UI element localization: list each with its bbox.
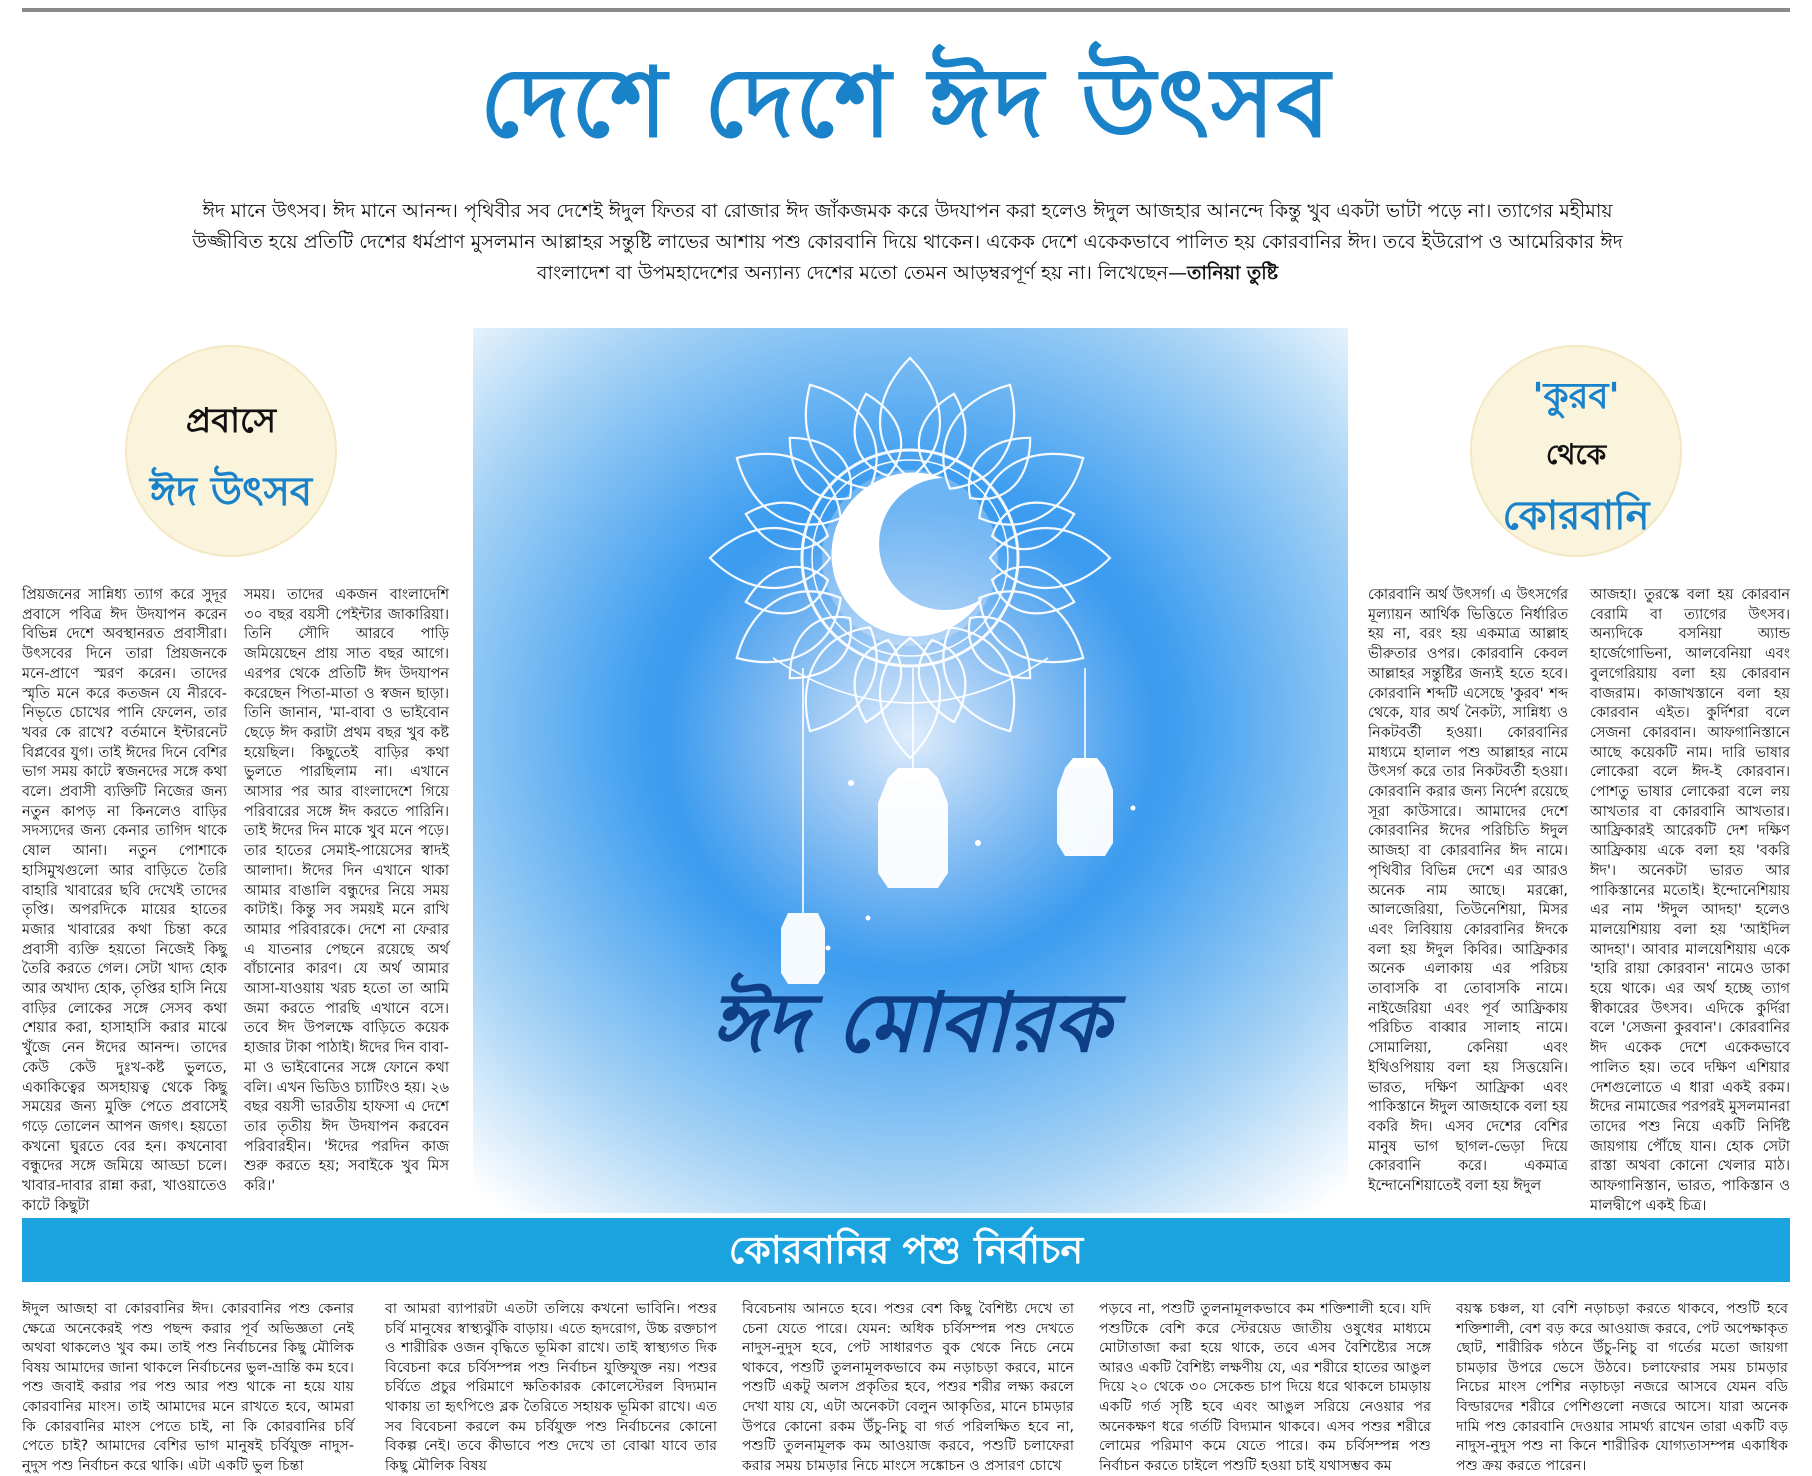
badge-right-line1: 'কুরব'	[1532, 376, 1620, 417]
column-text: সময়। তাদের একজন বাংলাদেশি ৩০ বছর বয়সী পেইন্টার জাকারিয়া। তিনি সৌদি আরবে পাড়ি জমিয়েছেন প্রায় সাত বছর আগে। এরপর থেকে প্রতিটি ঈদ উদযাপন করেছেন পিতা-মাতা ও স্বজন ছাড়া। তিনি জানান, 'মা-বাবা ও ভাইবোন ছেড়ে ঈদ করাটা প্রথম বছর খুব কষ্ট হয়েছিল। কিছুতেই বাড়ির কথা ভুলতে পারছিলাম না। এখানে আসার পর আর বাংলাদেশে গিয়ে পরিবারের সঙ্গে ঈদ করতে পারিনি। তাই ঈদের দিন মাকে খুব মনে পড়ে। তার হাতের সেমাই-পায়েসের স্বাদই আলাদা। ঈদের দিন এখানে থাকা আমার বাঙালি বন্ধুদের নিয়ে সময় কাটাই। কিন্তু সব সময়ই মনে রাখি আমার পরিবারকে। দেশে না ফেরার এ যাতনার পেছনে রয়েছে অর্থ বাঁচানোর কারণ। যে অর্থ আমার আসা-যাওয়ায় খরচ হতো তা আমি জমা করতে পারছি এখানে বসে। তবে ঈদ উপলক্ষে বাড়িতে কয়েক হাজার টাকা পাঠাই। ঈদের দিন বাবা-মা ও ভাইবোনের সঙ্গে ফোনে কথা বলি। এখন ভিডিও চ্যাটিংও হয়। ২৬ বছর বয়সী ভারতীয় হাফসা এ দেশে তার তৃতীয় ঈদ উদযাপন করবেন পরিবারহীন। 'ঈদের পরদিন কাজ শুরু করতে হয়; সবাইকে খুব মিস করি।'	[244, 587, 449, 1195]
badge-probashe-eid	[127, 347, 335, 555]
article-column-3	[1368, 586, 1568, 1197]
crescent-moon-icon	[822, 470, 998, 646]
badge-left-line2: ঈদ উৎসব	[149, 469, 313, 515]
badge-kurab-korbani	[1472, 347, 1680, 555]
column-text: আজহা। তুরস্কে বলা হয় কোরবান বেরামি বা ত্যাগের উৎসব। অন্যদিকে বসনিয়া অ্যান্ড হার্জেগোভিনা, আলবেনিয়া এবং বুলগেরিয়ায় বলা হয় কোরবান বাজরাম। কাজাখস্তানে বলা হয় কোরবান এইত। কুর্দিশরা বলে সেজনা কোরবান। আফগানিস্তানে আছে কয়েকটি নাম। দারি ভাষার লোকেরা বলে ঈদ-ই কোরবান। পোশতু ভাষার লোকেরা বলে লয় আখতার বা কোরবানি আখতার। আফ্রিকারই আরেকটি দেশ দক্ষিণ আফ্রিকায় একে বলা হয় 'বকরি ঈদ'। অনেকটা ভারত আর পাকিস্তানের মতোই। ইন্দোনেশিয়ায় এর নাম 'ঈদুল আদহা' হলেও মালয়েশিয়ায় বলা হয় 'আইদিল আদহা'। আবার মালয়েশিয়ায় একে 'হারি রায়া কোরবান' নামেও ডাকা হয়ে থাকে। এর অর্থ হচ্ছে ত্যাগ স্বীকারের উৎসব। এদিকে কুর্দিরা বলে 'সেজনা কুরবান'। কোরবানির ঈদ একেক দেশে একেকভাবে পালিত হয়। তবে দক্ষিণ এশিয়ার দেশগুলোতে এ ধারা একই রকম। ঈদের নামাজের পরপরই মুসলমানরা তাদের পশু নিয়ে একটি নির্দিষ্ট জায়গায় পৌঁছে যান। হোক সেটা রাস্তা অথবা কোনো খেলার মাঠ। আফগানিস্তান, ভারত, পাকিস্তান ও মালদ্বীপে একই চিত্র।	[1590, 587, 1790, 1214]
eid-mubarak-calligraphy: ঈদ মোবারক	[710, 975, 1111, 1071]
intro-text: ঈদ মানে উৎসব। ঈদ মানে আনন্দ। পৃথিবীর সব দেশেই ঈদুল ফিতর বা রোজার ঈদ জাঁকজমক করে উদযাপন করা হলেও ঈদুল আজহার আনন্দে কিন্তু খুব একটা ভাটা পড়ে না। ত্যাগের মহীমায় উজ্জীবিত হয়ে প্রতিটি দেশের ধর্মপ্রাণ মুসলমান আল্লাহর সন্তুষ্টি লাভের আশায় পশু কোরবানি দিয়ে থাকেন। একেক দেশে একেকভাবে পালিত হয় কোরবানির ঈদ। তবে ইউরোপ ও আমেরিকার ঈদ বাংলাদেশ বা উপমহাদেশের অন্যান্য দেশের মতো তেমন আড়ম্বরপূর্ণ হয় না। লিখেছেন—	[192, 200, 1623, 284]
bottom-column-1: ঈদুল আজহা বা কোরবানির ঈদ। কোরবানির পশু কেনার ক্ষেত্রে অনেকেরই পশু পছন্দ করার পূর্ব অভিজ্ঞতা নেই অথবা থাকলেও খুব কম। তাই পশু নির্বাচনের কিছু মৌলিক বিষয় আমাদের জানা থাকলে নির্বাচনের ভুল-ভ্রান্তি কম হবে। পশু জবাই করার পর পশু আর পশু থাকে না হয়ে যায় কোরবানির মাংস। তাই আমাদের মনে রাখতে হবে, আমরা কি কোরবানির মাংস পেতে চাই, না কি কোরবানির চর্বি পেতে চাই? আমাদের বেশির ভাগ মানুষই চর্বিযুক্ত নাদুস-নুদুস পশু নির্বাচন করে থাকি। এটা একটি ভুল চিন্তা	[22, 1301, 354, 1474]
bottom-column-5: বয়স্ক চঞ্চল, যা বেশি নড়াচড়া করতে থাকবে, পশুটি হবে শক্তিশালী, বেশ বড় করে আওয়াজ করবে, পেট অপেক্ষাকৃত ছোট, শারীরিক গঠনে উঁচু-নিচু বা গর্তের মতো জায়গা চামড়ার উপরে ভেসে উঠবে। চলাফেরার সময় চামড়ার নিচের মাংস পেশির নড়াচড়া নজরে আসবে যেমন বডি বিল্ডারদের শরীরে পেশিগুলো নজরে আসে। যারা অনেক দামি পশু কোরবানি দেওয়ার সামর্থ্য রাখেন তারা একটি বড় নাদুস-নুদুস পশু না কিনে শারীরিক যোগ্যতাসম্পন্ন একাধিক পশু ক্রয় করতে পারেন।	[1456, 1301, 1788, 1474]
lantern-icons	[781, 758, 1113, 984]
lantern-large-icon	[878, 768, 948, 888]
article-column-4	[1590, 586, 1790, 1217]
intro-paragraph	[165, 196, 1650, 289]
article-column-1	[22, 586, 227, 1217]
lantern-right-icon	[1057, 758, 1113, 856]
top-rule	[22, 8, 1790, 12]
article-column-2	[244, 586, 449, 1197]
column-text: কোরবানি অর্থ উৎসর্গ। এ উৎসর্গের মূল্যায়ন আর্থিক ভিত্তিতে নির্ধারিত হয় না, বরং হয় একমাত্র আল্লাহ ভীরুতার ওপর। কোরবানি কেবল আল্লাহর সন্তুষ্টির জন্যই হতে হবে। কোরবানি শব্দটি এসেছে 'কুরব' শব্দ থেকে, যার অর্থ নৈকট্য, সান্নিধ্য ও নিকটবর্তী হওয়া। কোরবানির মাধ্যমে হালাল পশু আল্লাহর নামে উৎসর্গ করে তার নিকটবর্তী হওয়া। কোরবানি করার জন্য নির্দেশ রয়েছে সূরা কাউসারে। আমাদের দেশে কোরবানির ঈদের পরিচিতি ঈদুল আজহা বা কোরবানির ঈদ নামে। পৃথিবীর বিভিন্ন দেশে এর আরও অনেক নাম আছে। মরক্কো, আলজেরিয়া, তিউনেশিয়া, মিসর এবং লিবিয়ায় কোরবানির ঈদকে বলা হয় ঈদুল কিবির। আফ্রিকার অনেক এলাকায় এর পরিচয় তাবাসকি বা তোবাসকি নামে। নাইজেরিয়া এবং পূর্ব আফ্রিকায় পরিচিত বাব্বার সালাহ নামে। সোমালিয়া, কেনিয়া এবং ইথিওপিয়ায় বলা হয় সিত্তয়েনি। ভারত, দক্ষিণ আফ্রিকা এবং পাকিস্তানে ঈদুল আজহাকে বলা হয় বকরি ঈদ। এসব দেশের বেশির মানুষ ভাগ ছাগল-ভেড়া দিয়ে কোরবানি করে। একমাত্র ইন্দোনেশিয়াতেই বলা হয় ঈদুল	[1368, 587, 1568, 1195]
eid-illustration	[473, 328, 1348, 1213]
badge-right-line3: কোরবানি	[1502, 493, 1650, 539]
section-banner: কোরবানির পশু নির্বাচন	[22, 1218, 1790, 1282]
badge-right-line2: থেকে	[1545, 438, 1607, 471]
page-headline: দেশে দেশে ঈদ উৎসব	[480, 47, 1332, 159]
bottom-column-2: বা আমরা ব্যাপারটা এতটা তলিয়ে কখনো ভাবিনি। পশুর চর্বি মানুষের স্বাস্থ্যঝুঁকি বাড়ায়। এতে হৃদরোগ, উচ্চ রক্তচাপ ও শারীরিক ওজন বৃদ্ধিতে ভূমিকা রাখে। তাই স্বাস্থ্যগত দিক বিবেচনা করে চর্বিসম্পন্ন পশু নির্বাচন যুক্তিযুক্ত নয়। পশুর চর্বিতে প্রচুর পরিমাণে ক্ষতিকারক কোলেস্টেরল বিদ্যমান থাকায় তা হৃৎপিণ্ডে ব্লক তৈরিতে সহায়ক ভূমিকা রাখে। এত সব বিবেচনা করলে কম চর্বিযুক্ত পশু নির্বাচনের কোনো বিকল্প নেই। তবে কীভাবে পশু দেখে তা বোঝা যাবে তার কিছু মৌলিক বিষয়	[385, 1301, 717, 1474]
badge-left-line1: প্রবাসে	[185, 401, 277, 441]
bottom-column-3: বিবেচনায় আনতে হবে। পশুর বেশ কিছু বৈশিষ্ট্য দেখে তা চেনা যেতে পারে। যেমন: অধিক চর্বিসম্পন্ন পশু দেখতে নাদুস-নুদুস হবে, পেট সাধারণত বুক থেকে নিচে নেমে থাকবে, পশুটি তুলনামূলকভাবে কম নড়াচড়া করবে, মানে পশুটি একটু অলস প্রকৃতির হবে, পশুর শরীর লক্ষ্য করলে দেখা যায় যে, এটা অনেকটা বেলুন আকৃতির, মানে চামড়ার উপরে কোনো রকম উঁচু-নিচু বা গর্ত পরিলক্ষিত হবে না, পশুটি তুলনামূলক কম আওয়াজ করবে, পশুটি চলাফেরা করার সময় চামড়ার নিচে মাংসে সঙ্কোচন ও প্রসারণ চোখে	[742, 1301, 1074, 1474]
intro-byline: তানিয়া তুষ্টি	[1187, 262, 1279, 284]
column-text: প্রিয়জনের সান্নিধ্য ত্যাগ করে সুদূর প্রবাসে পবিত্র ঈদ উদযাপন করেন বিভিন্ন দেশে অবস্থানরত প্রবাসীরা। উৎসবের দিনে তারা প্রিয়জনকে মনে-প্রাণে স্মরণ করেন। তাদের স্মৃতি মনে করে কতজন যে নীরবে-নিভৃতে চোখের পানি ফেলেন, তার খবর কে রাখে? বর্তমানে ইন্টারনেট বিপ্লবের যুগ। তাই ঈদের দিনে বেশির ভাগ সময় কাটে স্বজনদের সঙ্গে কথা বলে। প্রবাসী ব্যক্তিটি নিজের জন্য নতুন কাপড় না কিনলেও বাড়ির সদস্যদের জন্য কেনার তাগিদ থাকে ষোল আনা। নতুন পোশাকে হাসিমুখগুলো আর বাড়িতে তৈরি বাহারি খাবারের ছবি দেখেই তাদের তৃপ্তি। অপরদিকে মায়ের হাতের মজার খাবারের কথা চিন্তা করে প্রবাসী ব্যক্তি হয়তো নিজেই কিছু তৈরি করতে গেল। সেটা খাদ্য হোক আর অখাদ্য হোক, তৃপ্তির হাসি নিয়ে বাড়ির লোকের সঙ্গে সেসব কথা শেয়ার করা, হাসাহাসি করার মাঝে খুঁজে নেন ঈদের আনন্দ। তাদের কেউ কেউ দুঃখ-কষ্ট ভুলতে, একাকিত্বের অসহায়ত্ব থেকে কিছু সময়ের জন্য মুক্তি পেতে প্রবাসেই গড়ে তোলেন আপন জগৎ। হয়তো কখনো ঘুরতে বের হন। কখনোবা বন্ধুদের সঙ্গে জমিয়ে আড্ডা চলে। খাবার-দাবার রান্না করা, খাওয়াতেও কাটে কিছুটা	[22, 587, 227, 1214]
bottom-column-4: পড়বে না, পশুটি তুলনামূলকভাবে কম শক্তিশালী হবে। যদি পশুটিকে বেশি করে স্টেরয়েড জাতীয় ওষুধের মাধ্যমে মোটাতাজা করা হয়ে থাকে, তবে এসব বৈশিষ্ট্যের সঙ্গে আরও একটি বৈশিষ্ট্য লক্ষণীয় যে, এর শরীরে হাতের আঙুল দিয়ে ২০ থেকে ৩০ সেকেন্ড চাপ দিয়ে ধরে থাকলে চামড়ায় একটি গর্ত সৃষ্টি হবে এবং আঙুল সরিয়ে নেওয়ার পর অনেকক্ষণ ধরে গর্তটি বিদ্যমান থাকবে। এসব পশুর শরীরে লোমের পরিমাণ কমে যেতে পারে। কম চর্বিসম্পন্ন পশু নির্বাচন করতে চাইলে পশুটি হওয়া চাই যথাসম্ভব কম	[1099, 1301, 1431, 1474]
